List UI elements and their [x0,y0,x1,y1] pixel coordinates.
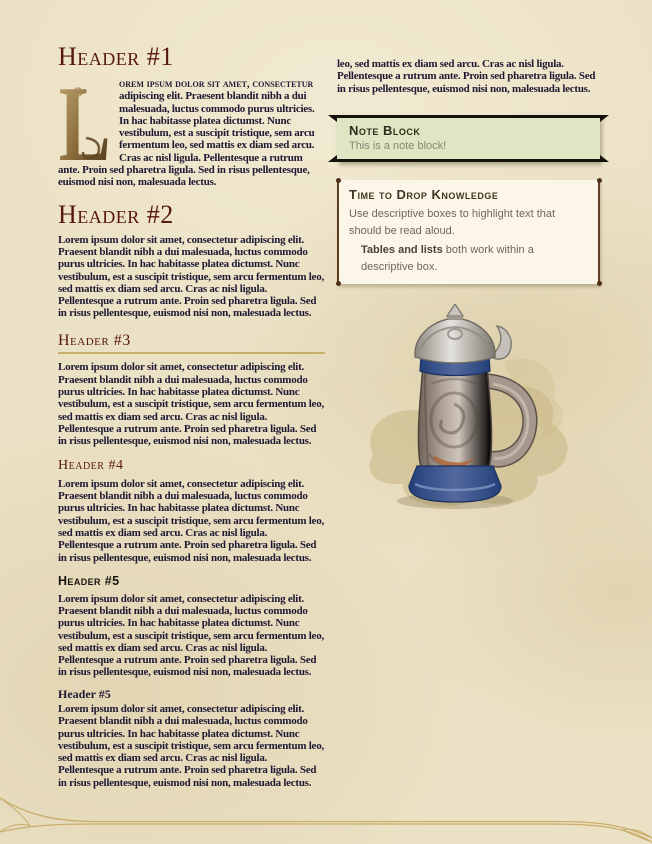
heading-4: Header #4 [58,458,124,474]
descriptive-box-line2-bold: Tables and lists [361,244,443,257]
stein-finial-base [447,316,463,320]
stein-illustration [355,304,583,512]
heading-3: Header #3 [58,332,325,355]
continuation-paragraph: leo, sed mattis ex diam sed arcu. Cras ac nisl ligula. Pellentesque a rutrum ante. Proin sed pharetra ligula. Sed in risus pellentesque, euismod nisi non, malesuada lectus. [337,58,596,95]
note-block-title: Note Block [349,122,421,138]
note-corner-arrow-icon [328,155,337,162]
beer-stein-icon [355,304,583,512]
intro-lead-rest: adipiscing elit. Praesent blandit nibh a dui malesuada, luctus commodo purus ultricies. In hac habitasse platea dictumst. Nunc vestibulum, est a suscipit tristique, sem arcu fermentum leo, sed mattis ex diam sed arcu. Cras ac nisl ligula. Pellentesque a rutrum ante. Proin sed pharetra ligula. Sed in risus pellentesque, euismod nisi non, malesuada lectus. [58,90,315,189]
paragraph-h2: Lorem ipsum dolor sit amet, consectetur adipiscing elit. Praesent blandit nibh a dui malesuada, luctus commodo purus ultricies. In hac habitasse platea dictumst. Nunc vestibulum, est a suscipit tristique, sem arcu fermentum leo, sed mattis ex diam sed arcu. Cras ac nisl ligula. Pellentesque a rutrum ante. Proin sed pharetra ligula. Sed in risus pellentesque, euismod nisi non, malesuada lectus. [58,233,324,320]
heading-2: Header #2 [58,199,174,229]
paragraph-h5: Lorem ipsum dolor sit amet, consectetur adipiscing elit. Praesent blandit nibh a dui malesuada, luctus commodo purus ultricies. In hac habitasse platea dictumst. Nunc vestibulum, est a suscipit tristique, sem arcu fermentum leo, sed mattis ex diam sed arcu. Cras ac nisl ligula. Pellentesque a rutrum ante. Proin sed pharetra ligula. Sed in risus pellentesque, euismod nisi non, malesuada lectus. [58,592,324,679]
descriptive-box-line1: Use descriptive boxes to highlight text that should be read aloud. [349,208,556,237]
paragraph-h4: Lorem ipsum dolor sit amet, consectetur adipiscing elit. Praesent blandit nibh a dui malesuada, luctus commodo purus ultricies. In hac habitasse platea dictumst. Nunc vestibulum, est a suscipit tristique, sem arcu fermentum leo, sed mattis ex diam sed arcu. Cras ac nisl ligula. Pellentesque a rutrum ante. Proin sed pharetra ligula. Sed in risus pellentesque, euismod nisi non, malesuada lectus. [58,477,324,564]
paragraph-h6-truncated: Lorem ipsum dolor sit amet, consectetur adipiscing elit. Praesent blandit nibh a dui malesuada, luctus commodo purus ultricies. In hac habitasse platea dictumst. Nunc vestibulum, est a suscipit tristique, sem arcu fermentum leo, sed mattis ex diam sed arcu. Cras ac nisl ligula. Pellentesque a rutrum ante. Proin sed pharetra ligula. Sed in risus pellentesque, euismod nisi non, malesuada lectus. [58,702,324,789]
descriptive-box-line2 [349,242,588,275]
descriptive-box [337,180,600,284]
intro-lead-smallcaps: orem ipsum dolor sit amet, consectetur [119,78,314,90]
svg-text:L: L [58,80,111,164]
heading-5: Header #5 [58,573,120,588]
paragraph-h3: Lorem ipsum dolor sit amet, consectetur adipiscing elit. Praesent blandit nibh a dui malesuada, luctus commodo purus ultricies. In hac habitasse platea dictumst. Nunc vestibulum, est a suscipit tristique, sem arcu fermentum leo, sed mattis ex diam sed arcu. Cras ac nisl ligula. Pellentesque a rutrum ante. Proin sed pharetra ligula. Sed in risus pellentesque, euismod nisi non, malesuada lectus. [58,361,324,448]
corner-dot-icon [597,178,602,183]
descriptive-box-line2-rest: both work within a descriptive box. [361,244,534,273]
heading-6: Header #5 [58,686,111,701]
corner-dot-icon [336,178,341,183]
note-block [337,115,600,163]
right-column [337,58,600,512]
corner-dot-icon [336,281,341,286]
drop-cap-letter-icon [58,80,112,164]
stein-base [409,466,501,502]
descriptive-box-title: Time to Drop Knowledge [349,187,499,203]
intro-paragraph [58,78,325,189]
note-corner-arrow-icon [600,155,609,162]
note-corner-arrow-icon [328,115,337,122]
stein-finial [447,304,463,316]
drop-cap [58,80,112,164]
heading-1: Header #1 [58,44,174,71]
footer-flourish-icon [0,782,652,844]
note-block-body: This is a note block! [349,140,447,153]
corner-dot-icon [597,281,602,286]
note-corner-arrow-icon [600,115,609,122]
left-column [58,44,325,808]
